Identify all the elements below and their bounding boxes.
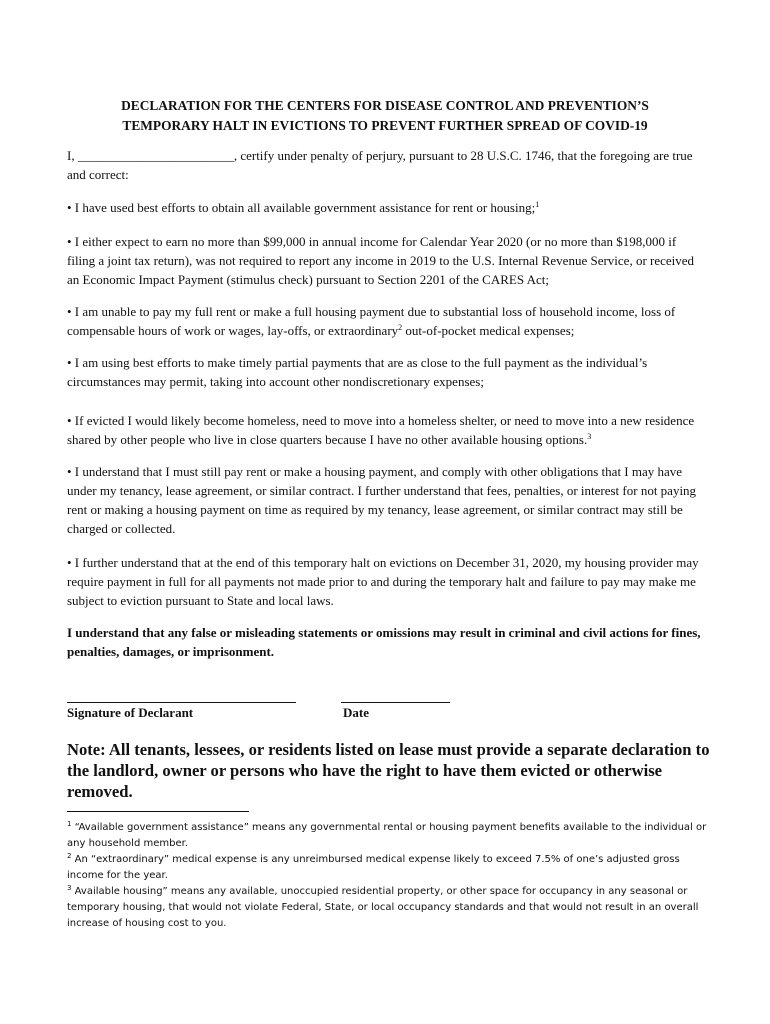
footnote-text: Available housing” means any available, unoccupied residential property, or other space for occupancy in any seasonal or temporary housing, that would not violate Federal, State, or local occupancy standards and that would not result in an overall increase of housing cost to you. [67, 886, 699, 929]
footnote-text: An “extraordinary” medical expense is any unreimbursed medical expense likely to exceed 7.5% of one’s adjusted gross income for the year. [67, 854, 680, 881]
bullet-unable-to-pay [67, 302, 707, 340]
footnote-ref: 3 [587, 432, 592, 441]
date-label: Date [343, 705, 369, 720]
signature-line[interactable] [67, 688, 296, 703]
bullet-income: • I either expect to earn no more than $99,000 in annual income for Calendar Year 2020 (or no more than $198,000 if filing a joint tax return), was not required to report any income in 2019 to the U.S. Internal Revenue Service, or received an Economic Impact Payment (stimulus check) pursuant to Section 2201 of the CARES Act; [67, 234, 695, 287]
footnote-divider [67, 811, 249, 812]
bullet-end-of-halt: • I further understand that at the end of this temporary halt on evictions on December 31, 2020, my housing provider may require payment in full for all payments not made prior to and during the temporary halt and failure to pay may make me subject to eviction pursuant to State and local laws. [67, 555, 699, 608]
bullet-text: • If evicted I would likely become homeless, need to move into a homeless shelter, or need to move into a new residence shared by other people who live in close quarters because I have no other available housing options. [67, 413, 695, 447]
bullet-homeless [67, 411, 707, 449]
footnote-ref: 1 [535, 200, 540, 209]
date-line[interactable] [341, 688, 450, 703]
bullet-text-end: out-of-pocket medical expenses; [402, 323, 575, 338]
bullet-text: • I have used best efforts to obtain all available government assistance for rent or housing; [67, 200, 536, 215]
footnote-number: 3 [67, 884, 72, 892]
footnote-3 [67, 884, 717, 932]
footnote-ref: 2 [398, 323, 403, 332]
perjury-warning: I understand that any false or misleading statements or omissions may result in criminal and civil actions for fines, penalties, damages, or imprisonment. [67, 625, 701, 659]
footnote-number: 1 [67, 820, 72, 828]
tenants-note: Note: All tenants, lessees, or residents listed on lease must provide a separate declaration to the landlord, owner or persons who have the right to have them evicted or otherwise removed. [67, 740, 710, 801]
footnote-2 [67, 852, 717, 884]
signature-label: Signature of Declarant [67, 705, 194, 720]
bullet-government-assistance [67, 198, 707, 217]
footnotes [67, 820, 717, 932]
bullet-partial-payments: • I am using best efforts to make timely partial payments that are as close to the full payment as the individual’s circumstances may permit, taking into account other nondiscretionary expenses; [67, 355, 648, 389]
footnote-text: “Available government assistance” means any governmental rental or housing payment benefits available to the individual or any household member. [67, 822, 707, 849]
footnote-1 [67, 820, 717, 852]
bullet-still-pay-rent: • I understand that I must still pay rent or make a housing payment, and comply with other obligations that I may have under my tenancy, lease agreement, or similar contract. I further understand that fees, penalties, or interest for not paying rent or making a housing payment on time as required by my tenancy, lease agreement, or similar contract may still be charged or collected. [67, 464, 697, 536]
bullet-text: • I am unable to pay my full rent or make a full housing payment due to substantial loss of household income, loss of compensable hours of work or wages, lay-offs, or extraordinary [67, 304, 676, 338]
document-title [60, 96, 710, 136]
footnote-number: 2 [67, 852, 72, 860]
title-line-2: TEMPORARY HALT IN EVICTIONS TO PREVENT FURTHER SPREAD OF COVID-19 [122, 118, 648, 133]
title-line-1: DECLARATION FOR THE CENTERS FOR DISEASE CONTROL AND PREVENTION’S [121, 98, 649, 113]
intro-statement: I, ________________________, certify under penalty of perjury, pursuant to 28 U.S.C. 1746, that the foregoing are true and correct: [67, 148, 693, 182]
